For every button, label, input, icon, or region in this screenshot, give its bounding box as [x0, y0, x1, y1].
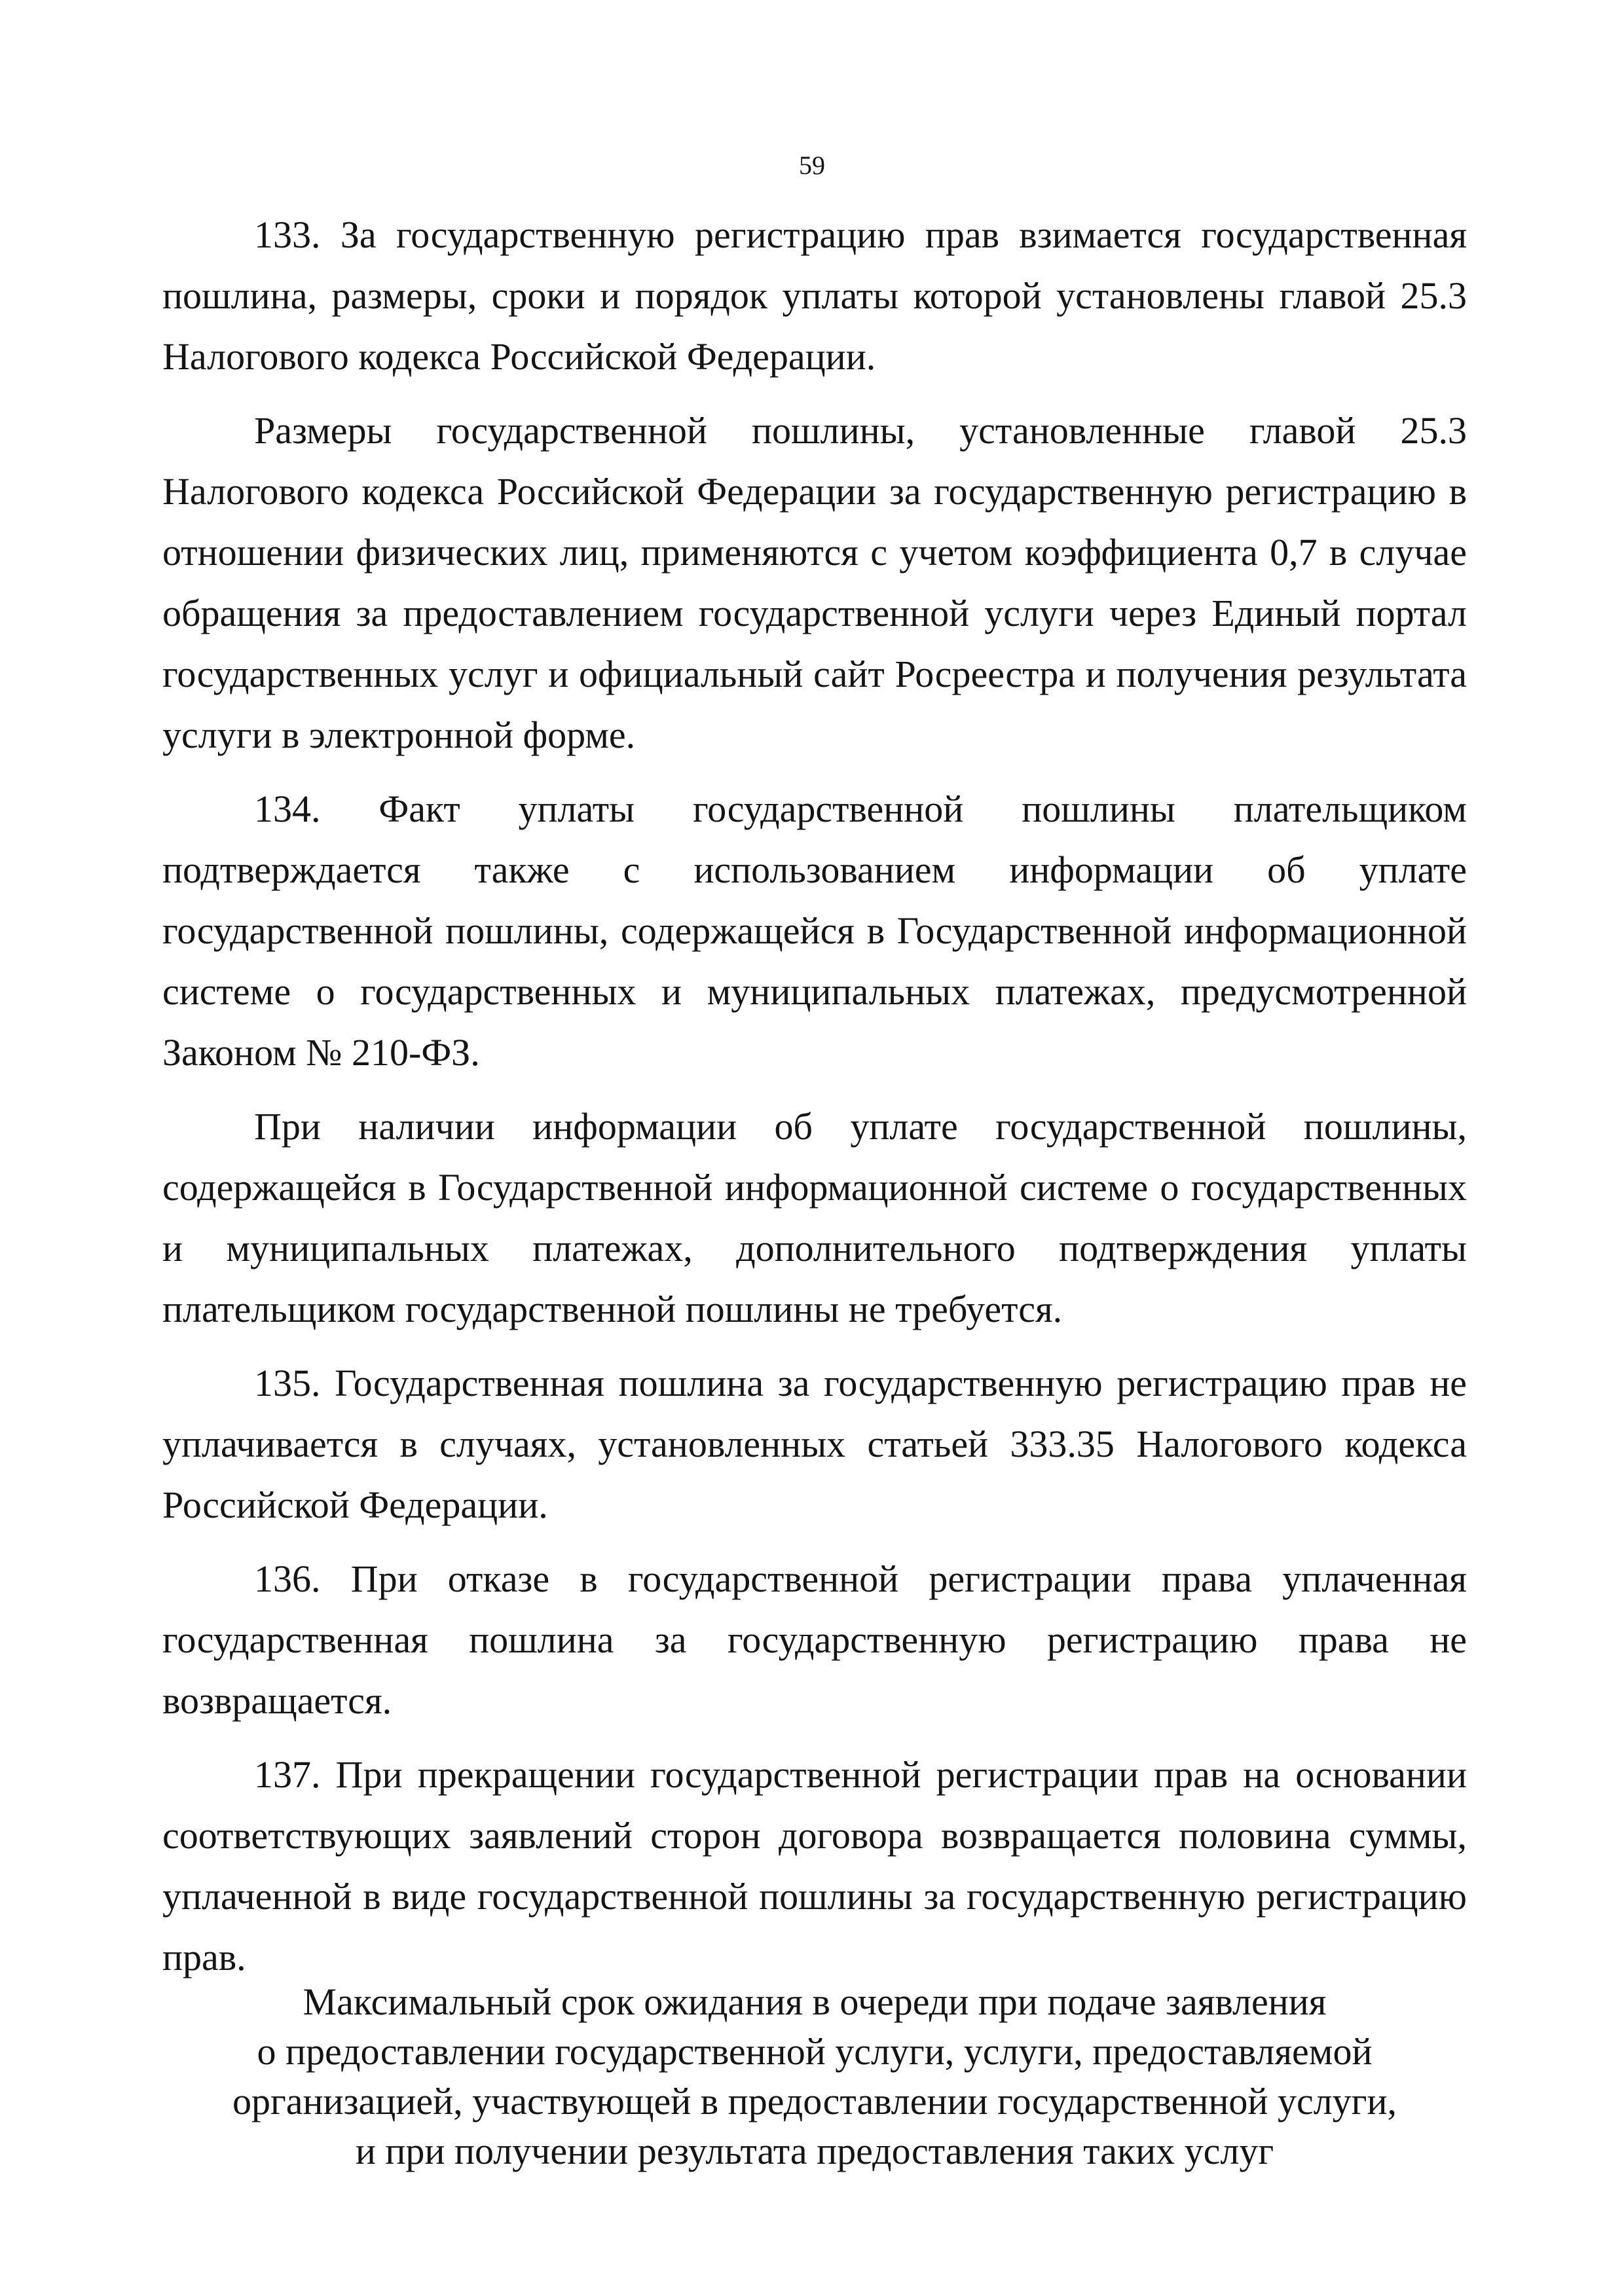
paragraph-136: 136. При отказе в государственной регистрации права уплаченная государственная пошлина за государственную регистрацию права не возвращается.	[162, 1558, 1467, 1722]
paragraph-duty-rates: Размеры государственной пошлины, установленные главой 25.3 Налогового кодекса Российской Федерации за государственную регистрацию в отношении физических лиц, применяются с учетом коэффициента 0,7 в случае обращения за предоставлением государственной услуги через Единый портал государственных услуг и официальный сайт Росреестра и получения результата услуги в электронной форме.	[162, 409, 1467, 756]
paragraph-133: 133. За государственную регистрацию прав взимается государственная пошлина, размеры, сроки и порядок уплаты которой установлены главой 25.3 Налогового кодекса Российской Федерации.	[162, 213, 1467, 378]
paragraph-137: 137. При прекращении государственной регистрации прав на основании соответствующих заявлений сторон договора возвращается половина суммы, уплаченной в виде государственной пошлины за государственную регистрацию прав.	[162, 1753, 1467, 1978]
document-body	[162, 204, 1467, 2001]
section-heading-line: организацией, участвующей в предоставлении государственной услуги,	[232, 2080, 1397, 2123]
section-heading-line: о предоставлении государственной услуги, услуги, предоставляемой	[257, 2030, 1373, 2073]
paragraph-payment-info: При наличии информации об уплате государственной пошлины, содержащейся в Государственной информационной системе о государственных и муниципальных платежах, дополнительного подтверждения уплаты плательщиком государственной пошлины не требуется.	[162, 1105, 1467, 1330]
paragraph-134: 134. Факт уплаты государственной пошлины плательщиком подтверждается также с использованием информации об уплате государственной пошлины, содержащейся в Государственной информационной системе о государственных и муниципальных платежах, предусмотренной Законом № 210-ФЗ.	[162, 788, 1467, 1074]
page-number: 59	[799, 151, 825, 180]
paragraph-135: 135. Государственная пошлина за государственную регистрацию прав не уплачивается в случаях, установленных статьей 333.35 Налогового кодекса Российской Федерации.	[162, 1362, 1467, 1526]
section-heading-line: Максимальный срок ожидания в очереди при подаче заявления	[303, 1980, 1327, 2023]
section-heading-line: и при получении результата предоставления таких услуг	[355, 2130, 1274, 2172]
section-heading	[162, 1977, 1467, 2176]
